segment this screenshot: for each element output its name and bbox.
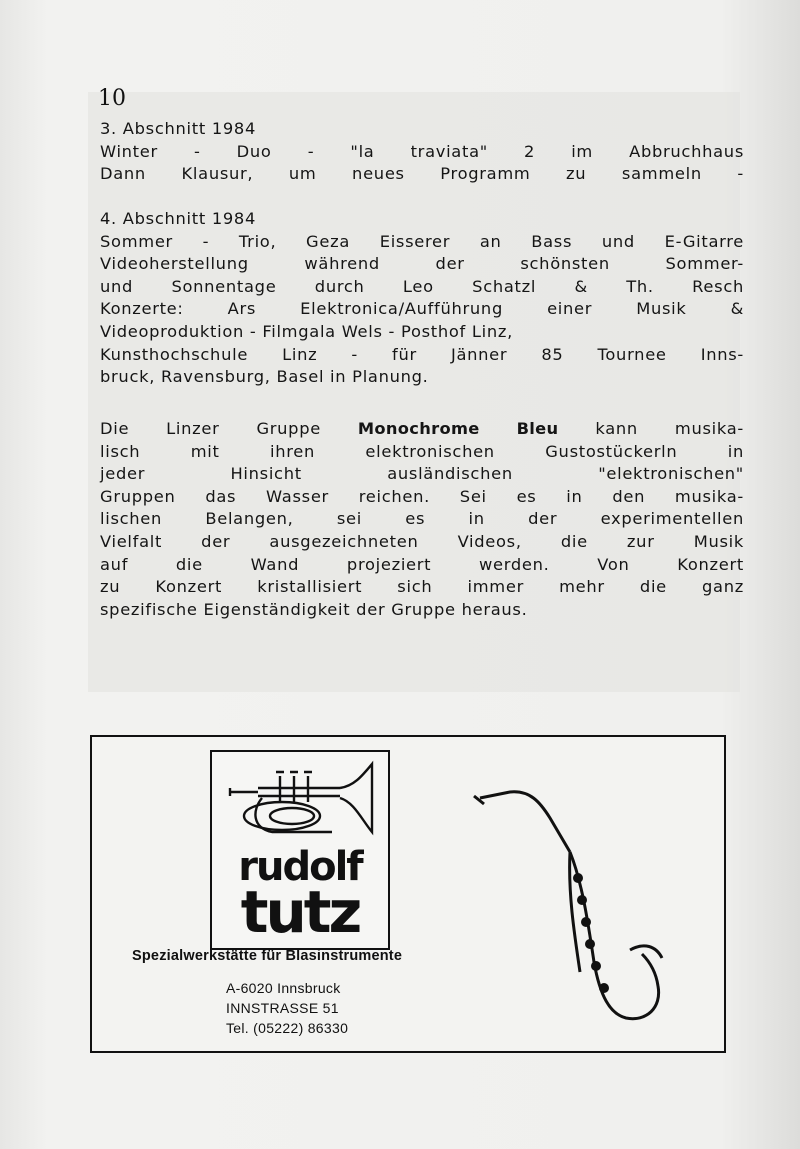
address-city: A-6020 Innsbruck <box>226 980 341 996</box>
section-4-line: bruck, Ravensburg, Basel in Planung. <box>100 367 429 387</box>
section-3-heading: 3. Abschnitt 1984 <box>100 119 257 138</box>
paragraph-lead: Die Linzer Gruppe <box>100 419 321 438</box>
section-4-line: und Sonnentage durch Leo Schatzl & Th. Resch <box>100 276 744 296</box>
trumpet-icon <box>222 758 382 846</box>
paragraph-lead-end: kann musika- <box>595 419 744 438</box>
section-4-line: Videoherstellung während der schönsten Sommer- <box>100 254 744 274</box>
section-3-line: Dann Klausur, um neues Programm zu sammeln - <box>100 164 744 184</box>
logo-rudolf: rudolf <box>238 844 362 890</box>
paragraph-line: spezifische Eigenständigkeit der Gruppe heraus. <box>100 599 528 619</box>
rudolf-tutz-logo <box>210 750 390 950</box>
logo-tutz: tutz <box>240 878 360 946</box>
paragraph-first-line <box>100 418 744 441</box>
section-4 <box>100 208 744 389</box>
section-4-line: Konzerte: Ars Elektronica/Aufführung einer Musik & <box>100 299 744 319</box>
paragraph-line: lisch mit ihren elektronischen Gustostückerln in <box>100 441 744 461</box>
paragraph-line: Vielfalt der ausgezeichneten Videos, die zur Musik <box>100 531 744 551</box>
section-4-heading: 4. Abschnitt 1984 <box>100 209 257 228</box>
paragraph-line: jeder Hinsicht ausländischen "elektronischen" <box>100 464 744 484</box>
section-3 <box>100 118 744 186</box>
section-4-line: Videoproduktion - Filmgala Wels - Posthof Linz, <box>100 321 513 341</box>
paragraph-line: zu Konzert kristallisiert sich immer mehr die ganz <box>100 577 744 597</box>
saxophone-icon <box>470 782 670 1032</box>
section-4-line: Kunsthochschule Linz - für Jänner 85 Tournee Inns- <box>100 344 744 364</box>
band-name: Monochrome Bleu <box>357 419 559 438</box>
page-number: 10 <box>98 86 126 111</box>
description-paragraph <box>100 418 744 621</box>
paragraph-line: lischen Belangen, sei es in der experimentellen <box>100 509 744 529</box>
address-street: INNSTRASSE 51 <box>226 1000 339 1016</box>
workshop-slogan: Spezialwerkstätte für Blasinstrumente <box>132 948 403 964</box>
section-3-line: Winter - Duo - "la traviata" 2 im Abbruchhaus <box>100 141 744 161</box>
paragraph-line: auf die Wand projeziert werden. Von Konzert <box>100 554 744 574</box>
phone-number: Tel. (05222) 86330 <box>226 1020 349 1036</box>
section-4-line: Sommer - Trio, Geza Eisserer an Bass und E-Gitarre <box>100 231 744 251</box>
paragraph-line: Gruppen das Wasser reichen. Sei es in den musika- <box>100 486 744 506</box>
